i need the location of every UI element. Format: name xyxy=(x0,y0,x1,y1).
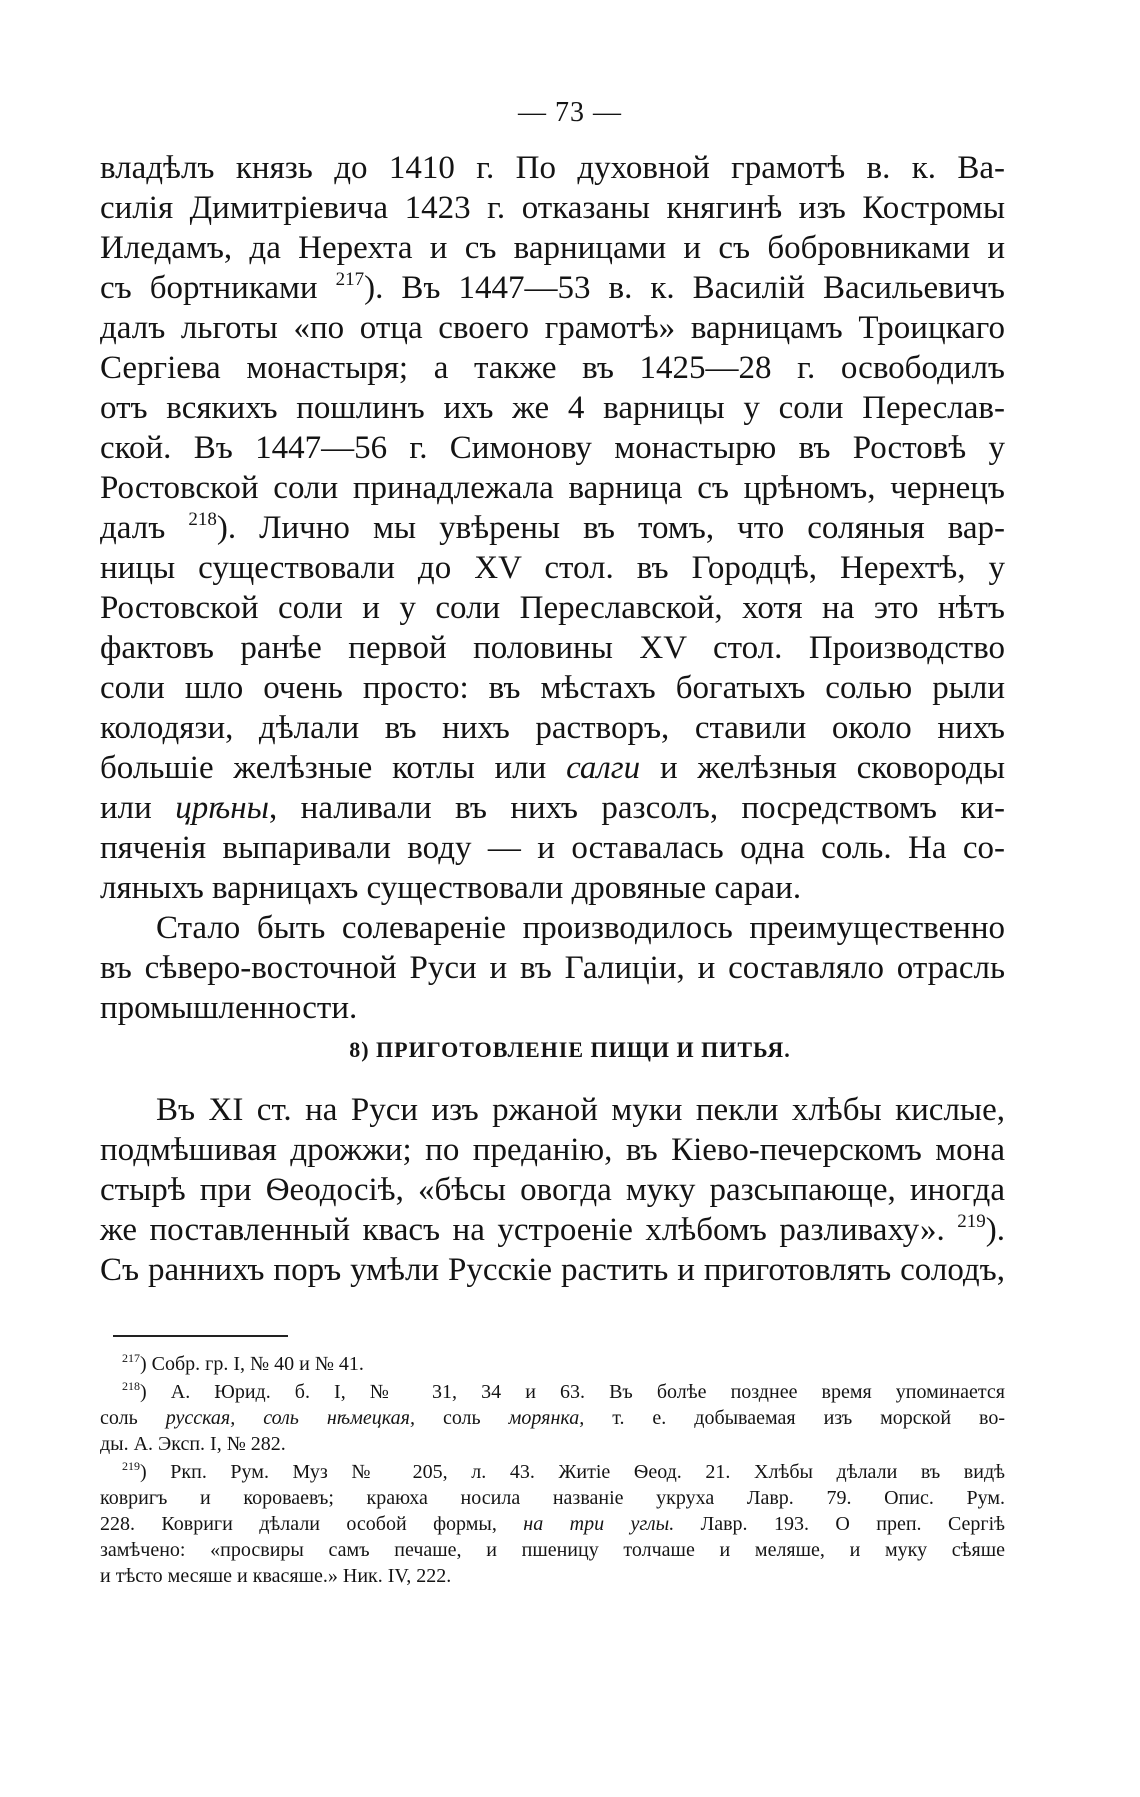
footnote-217 xyxy=(100,1351,1005,1377)
footnote-line: ковригъ и короваевъ; краюха носила названіе укруха Лавр. 79. Опис. Рум. xyxy=(100,1487,1005,1509)
text-fragment: съ бортниками xyxy=(100,270,318,306)
footnote-line xyxy=(100,1511,1005,1537)
footnote-mark: 217 xyxy=(122,1351,140,1365)
text-fragment: и желѣзныя сковороды xyxy=(659,750,1006,786)
footnote-divider xyxy=(113,1335,288,1337)
text-line: стырѣ при Ѳеодосіѣ, «бѣсы овогда муку разсыпающе, иногда xyxy=(100,1172,1005,1208)
text-line: Ростовской соли и у соли Переславской, хотя на это нѣтъ xyxy=(100,590,1005,626)
section-heading: 8) ПРИГОТОВЛЕНІЕ ПИЩИ И ПИТЬЯ. xyxy=(349,1037,791,1062)
footnote-ref: 217 xyxy=(335,269,365,290)
text-fragment: ) Собр. гр. I, № 40 и № 41. xyxy=(140,1353,364,1375)
text-line xyxy=(100,268,1005,308)
text-line: пяченія выпаривали воду — и оставалась одна соль. На со- xyxy=(100,830,1005,866)
text-fragment: 228. Ковриги дѣлали особой формы, xyxy=(100,1513,497,1535)
text-line: Иледамъ, да Нерехта и съ варницами и съ бобровниками и xyxy=(100,230,1005,266)
footnotes xyxy=(100,1351,1005,1589)
text-fragment: или xyxy=(100,790,152,826)
text-line: далъ льготы «по отца своего грамотѣ» варницамъ Троицкаго xyxy=(100,310,1005,346)
footnote-ref: 218 xyxy=(188,509,217,530)
text-line: Въ XI ст. на Руси изъ ржаной муки пекли хлѣбы кислые, xyxy=(156,1092,1005,1128)
text-fragment: соль xyxy=(442,1407,481,1429)
text-fragment: же поставленный квасъ на устроеніе хлѣбомъ разливаху». xyxy=(100,1212,945,1248)
text-fragment: большіе желѣзные котлы или xyxy=(100,750,547,786)
footnote-line: и тѣсто месяше и квасяше.» Ник. IV, 222. xyxy=(100,1565,452,1587)
text-line: подмѣшивая дрожжи; по преданію, въ Кіево-печерскомъ мона xyxy=(100,1132,1005,1168)
text-line: въ сѣверо-восточной Руси и въ Галиціи, и составляло отрасль xyxy=(100,950,1005,986)
text-line: ской. Въ 1447—56 г. Симонову монастырю въ Ростовѣ у xyxy=(100,430,1005,466)
page-number: — 73 — xyxy=(518,97,622,128)
text-fragment: Лавр. 193. О преп. Сергіѣ xyxy=(700,1513,1006,1535)
text-line: отъ всякихъ пошлинъ ихъ же 4 варницы у соли Переслав- xyxy=(100,390,1005,426)
text-fragment: соль xyxy=(100,1407,138,1429)
italic-term: на три углы. xyxy=(523,1513,675,1535)
footnote-218 xyxy=(100,1379,1005,1457)
text-fragment: ) Ркп. Рум. Муз № 205, л. 43. Житіе Ѳеод. 21. Хлѣбы дѣлали въ видѣ xyxy=(140,1461,1005,1483)
body-paragraph-2 xyxy=(100,908,1005,1028)
text-fragment: , наливали въ нихъ разсолъ, посредствомъ ки- xyxy=(268,790,1006,826)
text-fragment: ). Въ 1447—53 в. к. Василій Васильевичъ xyxy=(364,270,1005,306)
text-line: ницы существовали до XV стол. въ Городцѣ, Нерехтѣ, у xyxy=(100,550,1005,586)
text-line: фактовъ ранѣе первой половины XV стол. Производство xyxy=(100,630,1005,666)
text-line xyxy=(100,788,1005,828)
text-line xyxy=(100,508,1005,548)
italic-term: салги xyxy=(566,750,641,786)
footnote-mark: 219 xyxy=(122,1459,140,1473)
footnote-ref: 219 xyxy=(957,1211,986,1232)
footnote-219 xyxy=(100,1459,1005,1589)
text-fragment: ) А. Юрид. б. I, № 31, 34 и 63. Въ болѣе позднее время упоминается xyxy=(140,1381,1005,1403)
footnote-line xyxy=(100,1405,1005,1431)
text-line: ляныхъ варницахъ существовали дровяные сараи. xyxy=(100,870,802,906)
body-paragraph-3 xyxy=(100,1090,1005,1290)
text-line: владѣлъ князь до 1410 г. По духовной грамотѣ в. к. Ва- xyxy=(100,150,1005,186)
footnote-mark: 218 xyxy=(122,1379,140,1393)
text-line xyxy=(100,1210,1005,1250)
text-fragment: ). Лично мы увѣрены въ томъ, что соляныя вар- xyxy=(216,510,1005,546)
text-line: силія Димитріевича 1423 г. отказаны княгинѣ изъ Костромы xyxy=(100,190,1005,226)
text-line: колодязи, дѣлали въ нихъ растворъ, ставили около нихъ xyxy=(100,710,1005,746)
text-line xyxy=(100,748,1005,788)
text-line: Стало быть солевареніе производилось преимущественно xyxy=(156,910,1005,946)
text-line: Съ раннихъ поръ умѣли Русскіе растить и приготовлять солодъ, xyxy=(100,1252,1005,1288)
text-line: Сергіева монастыря; а также въ 1425—28 г. освободилъ xyxy=(100,350,1005,386)
text-fragment: далъ xyxy=(100,510,166,546)
footnote-line xyxy=(100,1379,1005,1405)
text-line: Ростовской соли принадлежала варница съ црѣномъ, чернецъ xyxy=(100,470,1005,506)
text-fragment: т. е. добываемая изъ морской во- xyxy=(612,1407,1006,1429)
body-paragraph-1 xyxy=(100,148,1005,908)
italic-term: црѣны xyxy=(175,790,269,826)
italic-term: морянка, xyxy=(508,1407,585,1429)
text-line: промышленности. xyxy=(100,990,358,1026)
footnote-line: ды. А. Эксп. I, № 282. xyxy=(100,1433,286,1455)
italic-term: русская, соль нѣмецкая, xyxy=(165,1407,415,1429)
footnote-line xyxy=(100,1351,1005,1377)
footnote-line xyxy=(100,1459,1005,1485)
text-fragment: ). xyxy=(985,1212,1006,1248)
text-line: соли шло очень просто: въ мѣстахъ богатыхъ солью рыли xyxy=(100,670,1005,706)
footnote-line: замѣчено: «просвиры самъ печаше, и пшеницу толчаше и меляше, и муку сѣяше xyxy=(100,1539,1005,1561)
